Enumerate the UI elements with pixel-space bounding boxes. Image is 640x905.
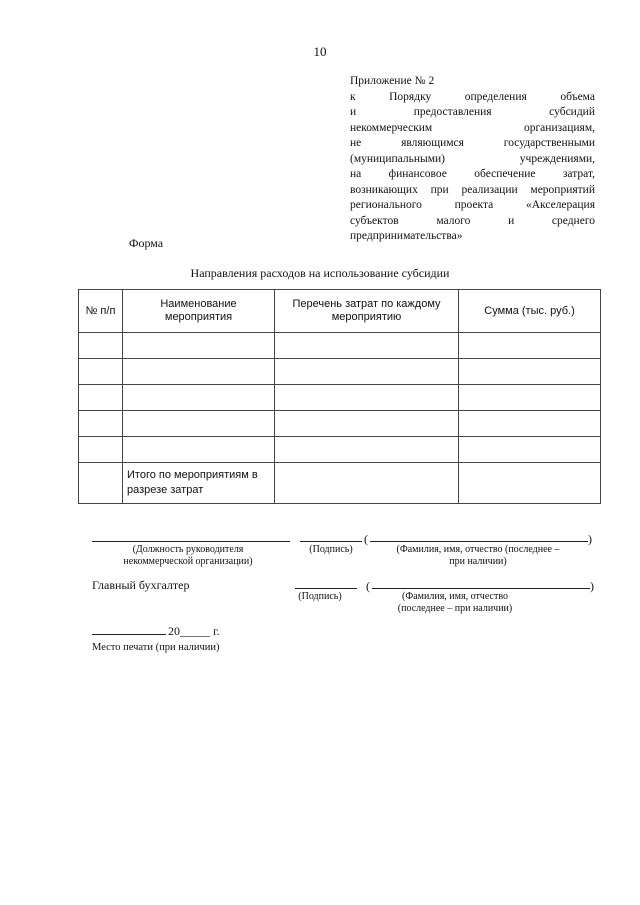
appendix-line: возникающих при реализации мероприятий	[350, 183, 595, 196]
table-cell[interactable]	[459, 333, 601, 359]
appendix-line: предпринимательства»	[350, 230, 463, 242]
table-cell[interactable]	[275, 333, 459, 359]
table-cell[interactable]	[123, 385, 275, 411]
head-position-caption: (Должность руководителя некоммерческой организации)	[123, 544, 253, 567]
head-fio-line[interactable]	[370, 541, 588, 542]
table-cell[interactable]	[79, 437, 123, 463]
chief-accountant-label: Главный бухгалтер	[92, 578, 190, 592]
table-cell[interactable]	[275, 359, 459, 385]
expenses-table	[78, 289, 601, 504]
header-sum: Сумма (тыс. руб.)	[459, 290, 601, 333]
close-paren: )	[590, 579, 594, 593]
table-cell[interactable]	[275, 437, 459, 463]
table-row	[79, 385, 601, 411]
table-row	[79, 333, 601, 359]
table-cell[interactable]	[275, 411, 459, 437]
total-label: Итого по мероприятиям в разрезе затрат	[123, 463, 275, 504]
appendix-line: субъектов малого и среднего	[350, 214, 595, 227]
close-paren: )	[588, 532, 592, 546]
appendix-line: и предоставления субсидий	[350, 106, 595, 118]
table-cell[interactable]	[123, 411, 275, 437]
appendix-line: (муниципальными) учреждениями,	[350, 152, 595, 165]
form-label: Форма	[129, 236, 164, 250]
head-signature-caption: (Подпись)	[309, 544, 353, 555]
date-text: 20_____ г.	[168, 624, 220, 638]
table-cell[interactable]	[123, 437, 275, 463]
table-cell[interactable]	[459, 359, 601, 385]
table-cell[interactable]	[79, 385, 123, 411]
table-cell[interactable]	[123, 333, 275, 359]
table-total-row	[79, 463, 601, 504]
appendix-line: к Порядку определения объема	[350, 90, 595, 103]
header-event-name: Наименование мероприятия	[123, 290, 275, 333]
open-paren: (	[364, 532, 368, 546]
table-row	[79, 437, 601, 463]
head-signature-line[interactable]	[300, 541, 362, 542]
stamp-text: Место печати (при наличии)	[92, 642, 220, 653]
page-number: 10	[313, 44, 327, 59]
table-cell	[79, 463, 123, 504]
date-day-month-line[interactable]	[92, 634, 166, 635]
table-cell[interactable]	[459, 437, 601, 463]
open-paren: (	[366, 579, 370, 593]
table-cell[interactable]	[275, 463, 459, 504]
appendix-line: на финансовое обеспечение затрат,	[350, 168, 595, 180]
table-cell[interactable]	[79, 411, 123, 437]
table-row	[79, 359, 601, 385]
appendix-line: Приложение № 2	[350, 75, 435, 87]
chief-fio-line[interactable]	[372, 588, 590, 589]
table-cell[interactable]	[459, 463, 601, 504]
table-cell[interactable]	[79, 359, 123, 385]
header-number: № п/п	[79, 290, 123, 333]
table-cell[interactable]	[275, 385, 459, 411]
table-header-row	[79, 290, 601, 333]
chief-signature-caption: (Подпись)	[298, 591, 342, 602]
appendix-line: не являющимся государственными	[350, 137, 595, 149]
head-fio-caption: (Фамилия, имя, отчество (последнее – при наличии)	[396, 544, 560, 567]
appendix-line: регионального проекта «Акселерация	[350, 199, 595, 211]
table-cell[interactable]	[459, 385, 601, 411]
document-title: Направления расходов на использование субсидии	[190, 266, 450, 280]
table-cell[interactable]	[79, 333, 123, 359]
head-position-line[interactable]	[92, 541, 290, 542]
table-row	[79, 411, 601, 437]
header-cost-list: Перечень затрат по каждому мероприятию	[275, 290, 459, 333]
appendix-block	[350, 74, 595, 245]
appendix-line: некоммерческим организациям,	[350, 121, 595, 134]
chief-signature-line[interactable]	[295, 588, 357, 589]
table-cell[interactable]	[123, 359, 275, 385]
table-cell[interactable]	[459, 411, 601, 437]
chief-fio-caption: (Фамилия, имя, отчество (последнее – при наличии)	[397, 591, 513, 614]
